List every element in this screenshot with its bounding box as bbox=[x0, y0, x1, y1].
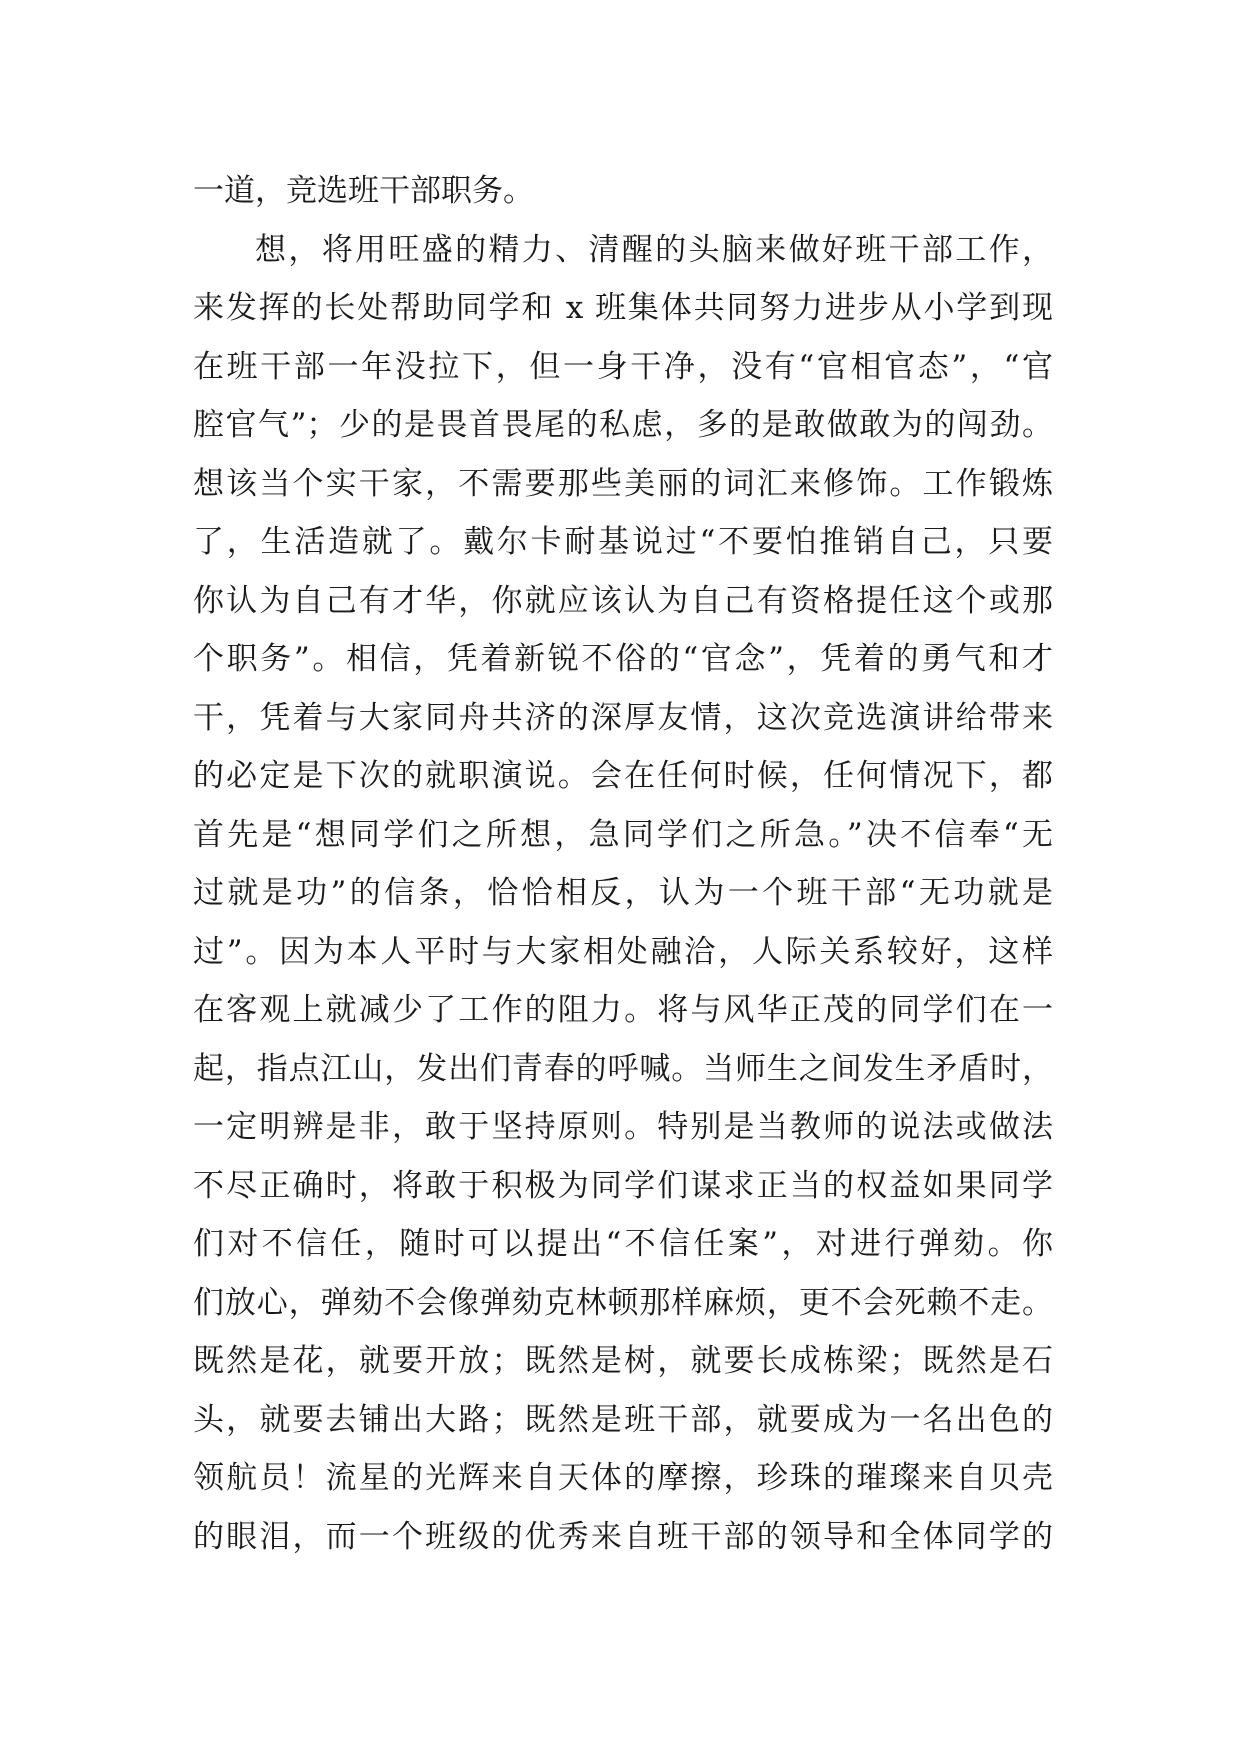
text-line: 干，凭着与大家同舟共济的深厚友情，这次竞选演讲给带来 bbox=[193, 699, 1053, 736]
text-line: 过”。因为本人平时与大家相处融洽，人际关系较好，这样 bbox=[193, 933, 1053, 970]
text-line: 一定明辨是非，敢于坚持原则。特别是当教师的说法或做法 bbox=[193, 1109, 1053, 1145]
text-line: 的眼泪，而一个班级的优秀来自班干部的领导和全体同学的 bbox=[193, 1518, 1053, 1555]
text-line: 既然是花，就要开放；既然是树，就要长成栋梁；既然是石 bbox=[193, 1343, 1053, 1379]
body-text bbox=[193, 162, 1053, 1566]
text-line: 过就是功”的信条，恰恰相反，认为一个班干部“无功就是 bbox=[193, 875, 1053, 911]
text-line: 一道，竞选班干部职务。 bbox=[193, 173, 534, 209]
text-line: 起，指点江山，发出们青春的呼喊。当师生之间发生矛盾时， bbox=[193, 1050, 1053, 1087]
text-line: 的必定是下次的就职演说。会在任何时候，任何情况下，都 bbox=[193, 758, 1053, 794]
text-line: 不尽正确时，将敢于积极为同学们谋求正当的权益如果同学 bbox=[193, 1167, 1053, 1204]
text-line: 头，就要去铺出大路；既然是班干部，就要成为一名出色的 bbox=[193, 1401, 1053, 1438]
text-line: 领航员！流星的光辉来自天体的摩擦，珍珠的璀璨来自贝壳 bbox=[193, 1460, 1053, 1496]
text-line: 想该当个实干家，不需要那些美丽的词汇来修饰。工作锻炼 bbox=[193, 465, 1053, 502]
text-line: 首先是“想同学们之所想，急同学们之所急。”决不信奉“无 bbox=[193, 816, 1053, 853]
text-line: 个职务”。相信，凭着新锐不俗的“官念”，凭着的勇气和才 bbox=[193, 641, 1053, 677]
text-line: 们放心，弹劾不会像弹劾克林顿那样麻烦，更不会死赖不走。 bbox=[193, 1284, 1053, 1321]
text-line: 在客观上就减少了工作的阻力。将与风华正茂的同学们在一 bbox=[193, 992, 1053, 1028]
text-line: 想，将用旺盛的精力、清醒的头脑来做好班干部工作， bbox=[255, 231, 1053, 268]
text-line: 你认为自己有才华，你就应该认为自己有资格提任这个或那 bbox=[193, 582, 1053, 619]
text-line: 来发挥的长处帮助同学和 x 班集体共同努力进步从小学到现 bbox=[193, 290, 1053, 326]
text-line: 腔官气”；少的是畏首畏尾的私虑，多的是敢做敢为的闯劲。 bbox=[193, 407, 1053, 443]
text-line: 们对不信任，随时可以提出“不信任案”，对进行弹劾。你 bbox=[193, 1226, 1053, 1262]
text-line: 了，生活造就了。戴尔卡耐基说过“不要怕推销自己，只要 bbox=[193, 524, 1053, 560]
text-line: 在班干部一年没拉下，但一身干净，没有“官相官态”，“官 bbox=[193, 348, 1053, 385]
